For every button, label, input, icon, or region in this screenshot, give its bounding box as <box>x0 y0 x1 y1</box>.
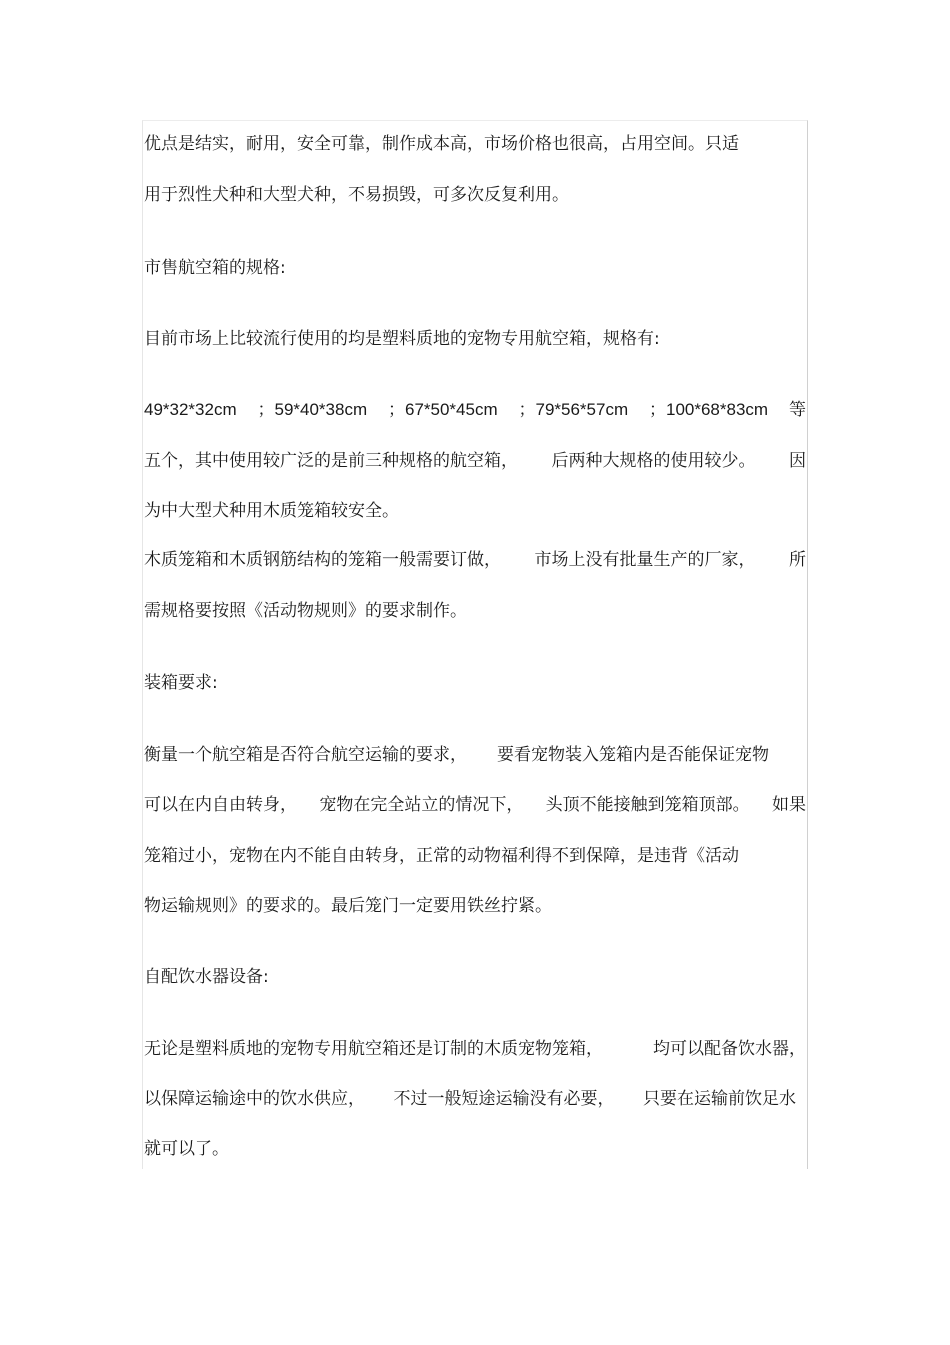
paragraph-line: 优点是结实，耐用，安全可靠，制作成本高，市场价格也很高，占用空间。只适 <box>144 134 739 154</box>
text-segment: 均可以配备饮水器， <box>653 1039 806 1059</box>
paragraph-line <box>144 1037 806 1061</box>
text-segment: 如果 <box>771 795 806 815</box>
spec-item: ；67*50*45cm <box>388 400 498 419</box>
spec-item: ；79*56*57cm <box>518 400 629 419</box>
paragraph-line: 笼箱过小，宠物在内不能自由转身，正常的动物福利得不到保障，是违背《活动 <box>144 846 739 866</box>
paragraph-line <box>144 1087 796 1111</box>
spec-item: ；100*68*83cm <box>649 400 769 419</box>
spec-item: 等 <box>788 400 806 419</box>
paragraph-line <box>144 743 788 767</box>
paragraph-line: 目前市场上比较流行使用的均是塑料质地的宠物专用航空箱，规格有: <box>144 329 660 349</box>
paragraph-line <box>144 793 806 817</box>
text-segment: 后两种大规格的使用较少。 <box>551 451 756 471</box>
paragraph-line: 需规格要按照《活动物规则》的要求制作。 <box>144 601 467 621</box>
specs-line <box>144 398 806 422</box>
text-segment: 所 <box>789 550 806 570</box>
text-segment: 只要在运输前饮足水 <box>643 1089 796 1109</box>
paragraph-line <box>144 548 806 572</box>
paragraph-line <box>144 449 806 473</box>
text-segment: 衡量一个航空箱是否符合航空运输的要求， <box>144 745 467 765</box>
text-segment: 市场上没有批量生产的厂家， <box>534 550 756 570</box>
paragraph-line: 用于烈性犬种和大型犬种，不易损毁，可多次反复利用。 <box>144 185 569 205</box>
text-segment: 木质笼箱和木质钢筋结构的笼箱一般需要订做， <box>144 550 501 570</box>
text-segment: 因 <box>789 451 806 471</box>
section-heading-packing: 装箱要求: <box>144 673 218 693</box>
paragraph-line: 为中大型犬种用木质笼箱较安全。 <box>144 501 399 521</box>
spec-item: 49*32*32cm <box>144 400 237 419</box>
text-segment: 五个，其中使用较广泛的是前三种规格的航空箱， <box>144 451 518 471</box>
text-segment: 以保障运输途中的饮水供应， <box>144 1089 365 1109</box>
text-segment: 要看宠物装入笼箱内是否能保证宠物 <box>497 745 769 765</box>
text-segment: 无论是塑料质地的宠物专用航空箱还是订制的木质宠物笼箱， <box>144 1039 603 1059</box>
text-segment: 可以在内自由转身， <box>144 795 297 815</box>
paragraph-line: 物运输规则》的要求的。最后笼门一定要用铁丝拧紧。 <box>144 896 552 916</box>
text-segment: 头顶不能接触到笼箱顶部。 <box>545 795 750 815</box>
text-segment: 不过一般短途运输没有必要， <box>393 1089 615 1109</box>
text-segment: 宠物在完全站立的情况下， <box>319 795 524 815</box>
spec-item: ；59*40*38cm <box>257 400 368 419</box>
section-heading-water: 自配饮水器设备: <box>144 967 269 987</box>
paragraph-line: 就可以了。 <box>144 1139 229 1159</box>
section-heading-specs: 市售航空箱的规格: <box>144 258 286 278</box>
